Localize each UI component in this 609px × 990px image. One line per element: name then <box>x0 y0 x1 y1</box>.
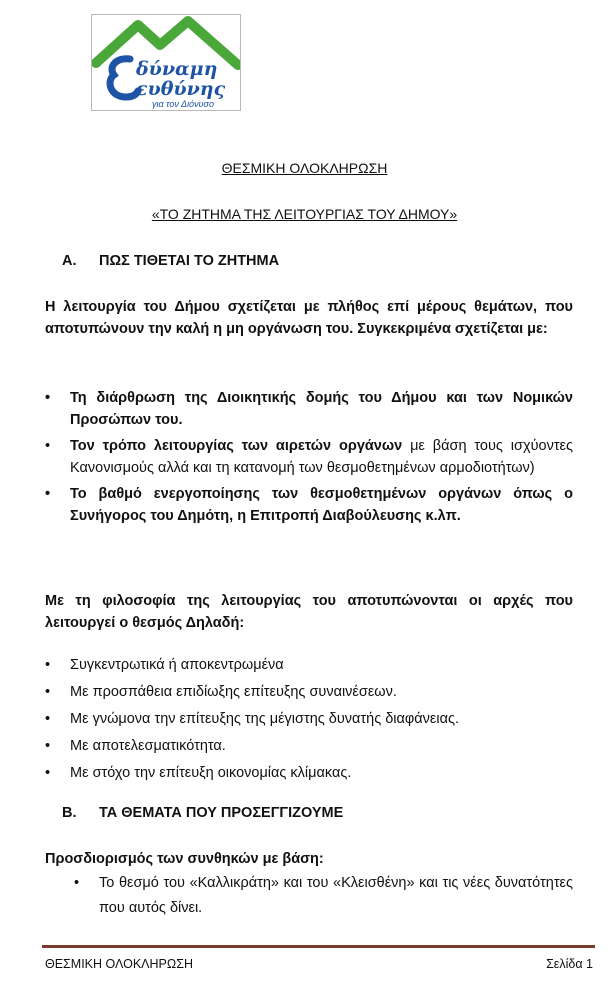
list-item: • Συγκεντρωτικά ή αποκεντρωμένα <box>70 654 573 676</box>
logo <box>91 14 241 111</box>
relation-list <box>70 387 573 531</box>
conditions-list <box>99 871 573 921</box>
footer-title: ΘΕΣΜΙΚΗ ΟΛΟΚΛΗΡΩΣΗ <box>45 957 193 971</box>
list-item: • Με στόχο την επίτευξη οικονομίας κλίμακας. <box>70 762 573 784</box>
principles-list <box>70 654 573 789</box>
list-item: • Το θεσμό του «Καλλικράτη» και του «Κλεισθένη» και τις νέες δυνατότητες που αυτός δίνει. <box>99 871 573 921</box>
footer-divider <box>42 945 595 948</box>
list-item: • Με αποτελεσματικότητα. <box>70 735 573 757</box>
section-a-heading <box>62 253 279 269</box>
document-title: ΘΕΣΜΙΚΗ ΟΛΟΚΛΗΡΩΣΗ <box>221 160 388 176</box>
section-b-number: Β. <box>62 805 77 821</box>
page-number: Σελίδα 1 <box>546 957 593 971</box>
conditions-heading: Προσδιορισμός των συνθηκών με βάση: <box>45 851 324 867</box>
list-item-rest: με βάση τους ισχύοντες Κανονισμούς αλλά και τη κατανομή των θεσμοθετημένων αρμοδιοτήτων) <box>70 438 573 476</box>
list-item <box>70 435 573 479</box>
list-item-bold: Τον τρόπο λειτουργίας των αιρετών οργάνων <box>70 438 403 454</box>
intro-paragraph: Η λειτουργία του Δήμου σχετίζεται με πλήθος επί μέρους θεμάτων, που αποτυπώνουν την καλή η μη οργάνωση του. Συγκεκριμένα σχετίζεται με: <box>45 299 573 337</box>
section-b-title: ΤΑ ΘΕΜΑΤΑ ΠΟΥ ΠΡΟΣΕΓΓΙΖΟΥΜΕ <box>99 805 344 821</box>
logo-word-efthynis: ευθύνης <box>136 78 226 100</box>
document-subtitle: «ΤΟ ΖΗΤΗΜΑ ΤΗΣ ΛΕΙΤΟΥΡΓΙΑΣ ΤΟΥ ΔΗΜΟΥ» <box>151 206 458 222</box>
section-b-heading <box>62 805 343 821</box>
philosophy-paragraph: Με τη φιλοσοφία της λειτουργίας του αποτυπώνονται οι αρχές που λειτουργεί ο θεσμός Δηλαδή: <box>45 593 573 631</box>
list-item: • Με προσπάθεια επιδίωξης επίτευξης συναινέσεων. <box>70 681 573 703</box>
section-a-title: ΠΩΣ ΤΙΘΕΤΑΙ ΤΟ ΖΗΤΗΜΑ <box>99 253 280 269</box>
logo-word-dynami: δύναμη <box>136 58 218 80</box>
section-a-number: Α. <box>62 253 77 269</box>
list-item: • Τη διάρθρωση της Διοικητικής δομής του Δήμου και των Νομικών Προσώπων του. <box>70 387 573 431</box>
logo-tagline: για τον Διόνυσο <box>152 99 214 109</box>
list-item: • Με γνώμονα την επίτευξης της μέγιστης δυνατής διαφάνειας. <box>70 708 573 730</box>
list-item: • Το βαθμό ενεργοποίησης των θεσμοθετημένων οργάνων όπως ο Συνήγορος του Δημότη, η Επιτροπή Διαβούλευσης κ.λπ. <box>70 483 573 527</box>
